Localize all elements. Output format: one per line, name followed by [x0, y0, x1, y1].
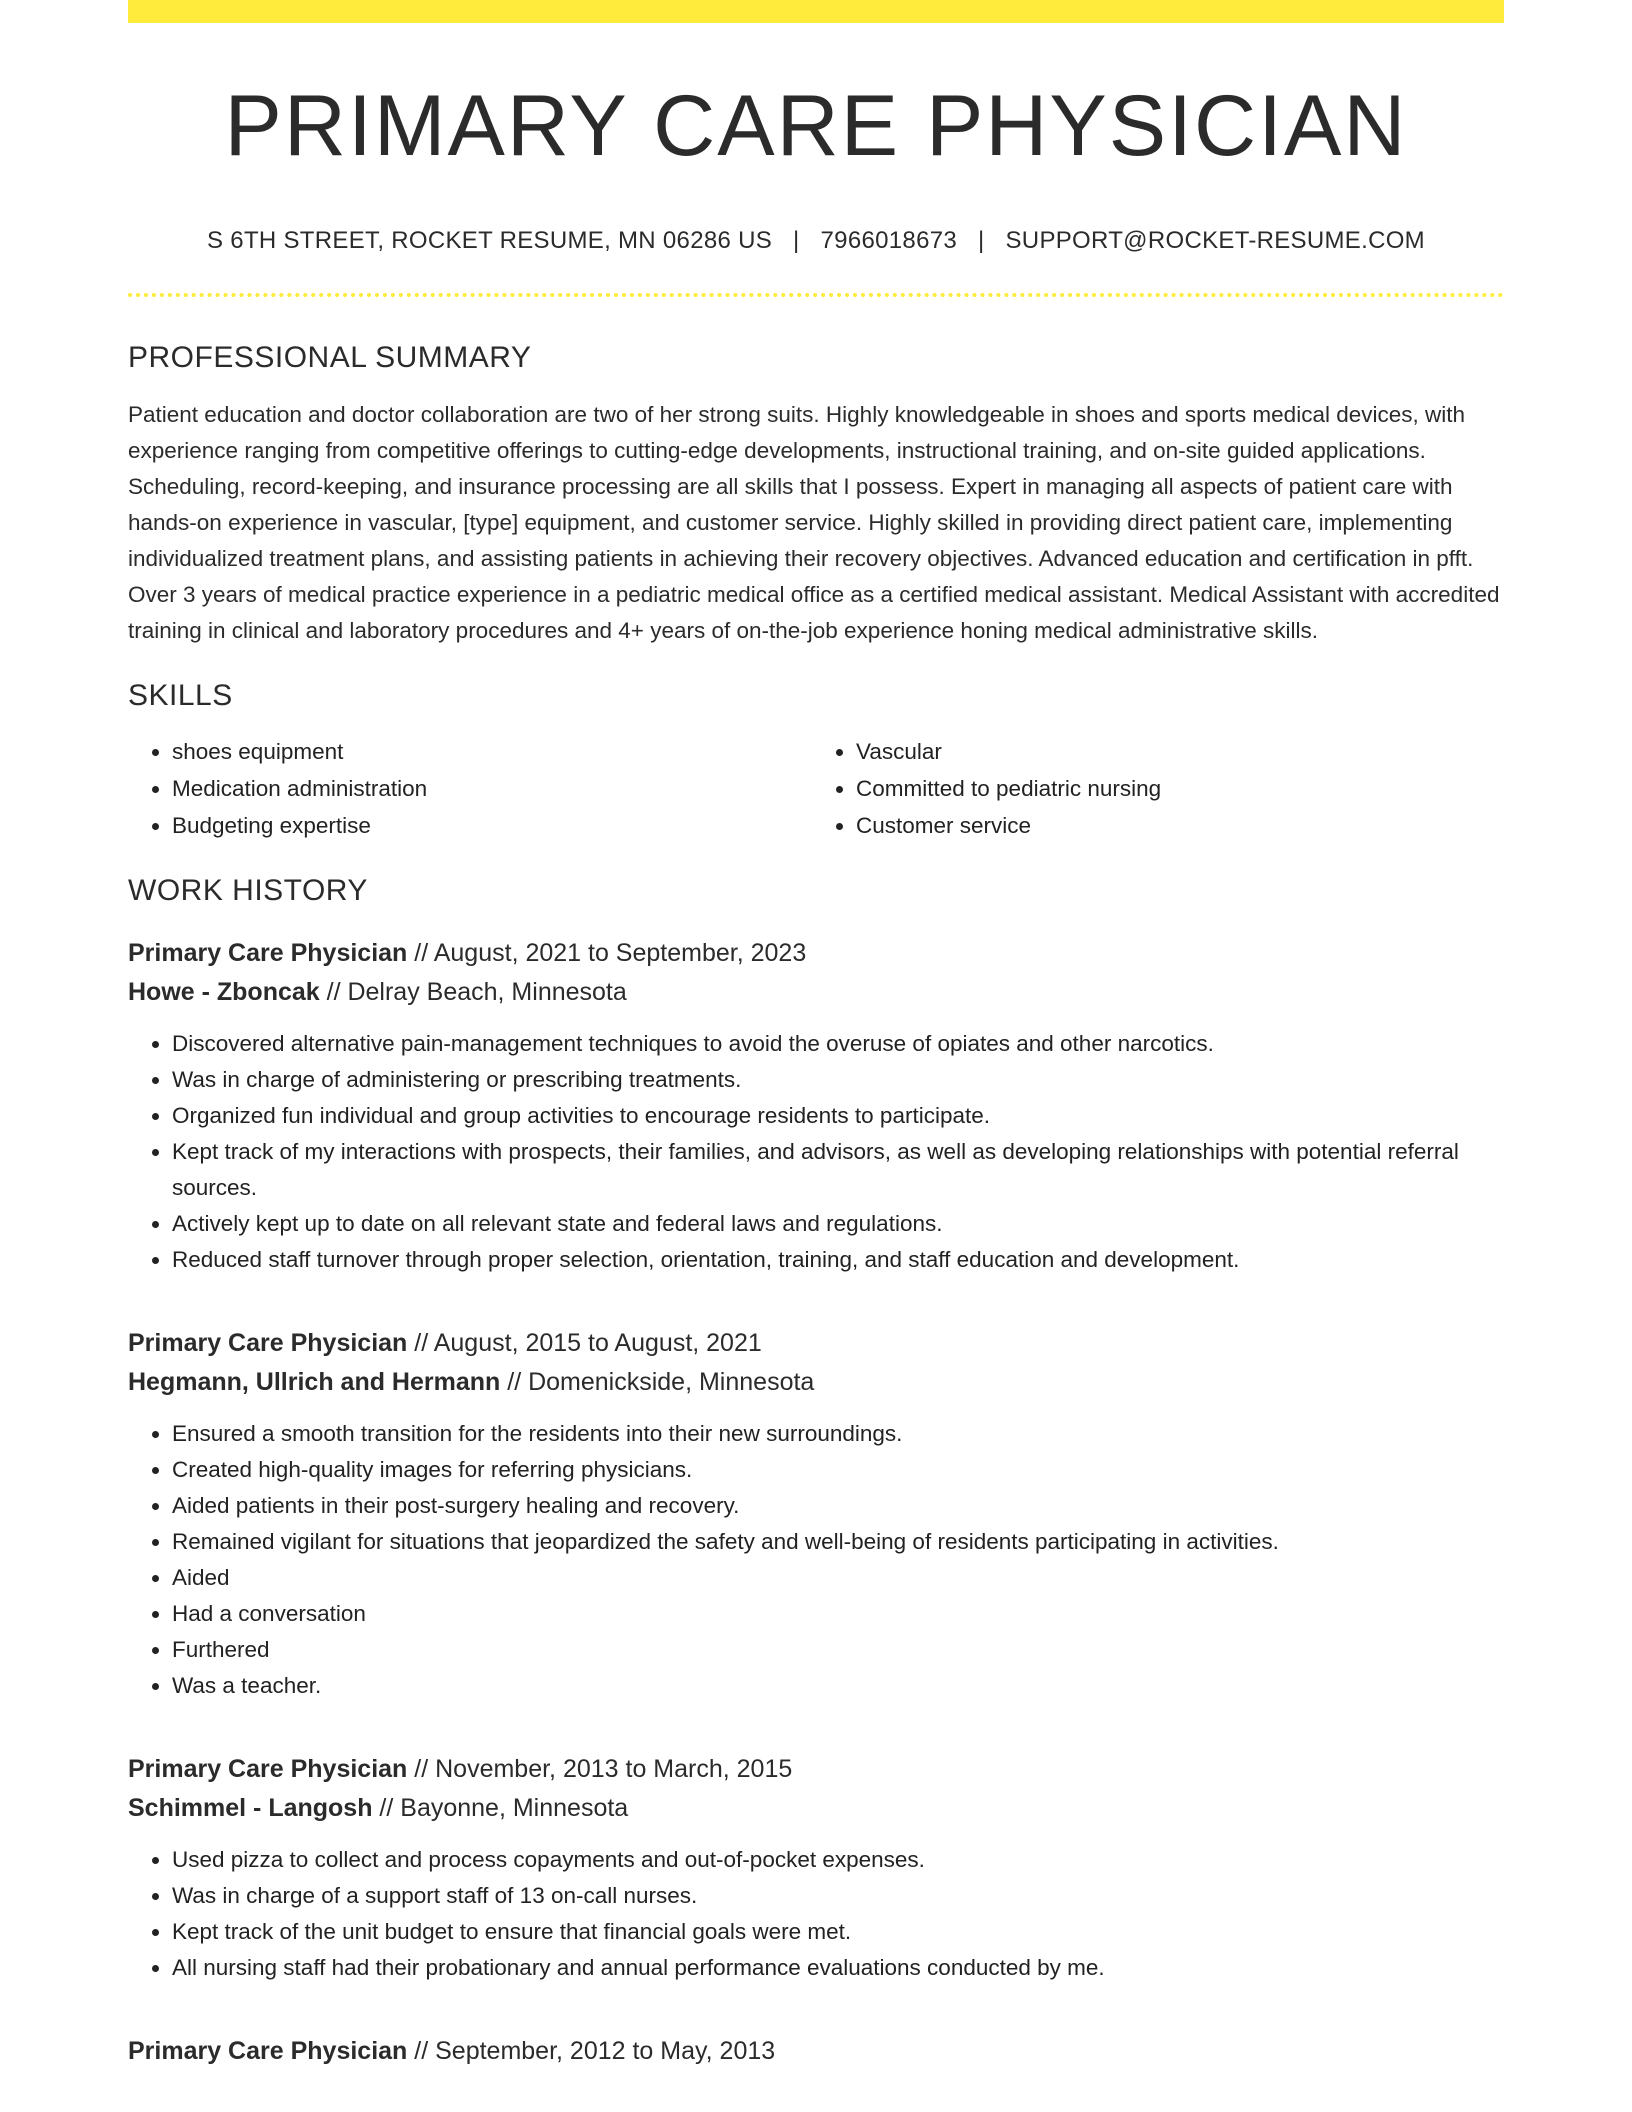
contact-address: S 6TH STREET, ROCKET RESUME, MN 06286 US	[207, 227, 773, 254]
job-bullet: • Kept track of my interactions with prospects, their families, and advisors, as well as developing relationships with potential referral sources.	[172, 1134, 1504, 1206]
job-role: Primary Care Physician	[128, 939, 408, 967]
job-bullet: • Actively kept up to date on all relevant state and federal laws and regulations.	[172, 1206, 1504, 1242]
job-role-line	[128, 1750, 1504, 1789]
job-role-line	[128, 2032, 1504, 2071]
job-location: // Bayonne, Minnesota	[372, 1794, 629, 1822]
resume-page	[128, 0, 1504, 2071]
skill-item: • shoes equipment	[172, 733, 806, 770]
job-entry	[128, 1324, 1504, 1704]
job-bullet: • Discovered alternative pain-management techniques to avoid the overuse of opiates and other narcotics.	[172, 1026, 1504, 1062]
job-location: // Domenickside, Minnesota	[500, 1368, 815, 1396]
dotted-divider	[128, 293, 1504, 297]
job-role: Primary Care Physician	[128, 1329, 408, 1357]
job-entry	[128, 1750, 1504, 1986]
skills-list	[128, 733, 1504, 844]
job-role: Primary Care Physician	[128, 2037, 408, 2065]
job-bullets	[128, 1026, 1504, 1278]
job-location: // Delray Beach, Minnesota	[319, 978, 627, 1006]
summary-heading: PROFESSIONAL SUMMARY	[128, 341, 532, 374]
job-bullet: • Aided	[172, 1560, 1504, 1596]
work-history-heading: WORK HISTORY	[128, 874, 368, 907]
skill-item: • Customer service	[856, 807, 1490, 844]
job-company: Schimmel - Langosh	[128, 1794, 373, 1822]
job-bullet: • Ensured a smooth transition for the residents into their new surroundings.	[172, 1416, 1504, 1452]
contact-email: SUPPORT@ROCKET-RESUME.COM	[1005, 227, 1425, 254]
job-company: Hegmann, Ullrich and Hermann	[128, 1368, 501, 1396]
job-company-line	[128, 1363, 1504, 1402]
accent-bar	[128, 0, 1504, 23]
skills-heading: SKILLS	[128, 679, 233, 712]
job-role-line	[128, 1324, 1504, 1363]
job-bullet: • Kept track of the unit budget to ensure that financial goals were met.	[172, 1914, 1504, 1950]
job-company-line	[128, 1789, 1504, 1828]
job-bullets	[128, 1416, 1504, 1704]
job-bullet: • Remained vigilant for situations that jeopardized the safety and well-being of residents participating in activities.	[172, 1524, 1504, 1560]
job-bullet: • Reduced staff turnover through proper selection, orientation, training, and staff education and development.	[172, 1242, 1504, 1278]
skill-item: • Committed to pediatric nursing	[856, 770, 1490, 807]
job-bullet: • Used pizza to collect and process copayments and out-of-pocket expenses.	[172, 1842, 1504, 1878]
job-entry	[128, 934, 1504, 1278]
job-bullet: • Organized fun individual and group activities to encourage residents to participate.	[172, 1098, 1504, 1134]
job-bullets	[128, 1842, 1504, 1986]
job-company-line	[128, 973, 1504, 1012]
job-bullet: • Was in charge of a support staff of 13 on-call nurses.	[172, 1878, 1504, 1914]
skills-column-right	[806, 733, 1490, 844]
job-bullet: • Furthered	[172, 1632, 1504, 1668]
contact-separator: |	[977, 227, 985, 254]
job-bullet: • Created high-quality images for referring physicians.	[172, 1452, 1504, 1488]
skill-item: • Medication administration	[172, 770, 806, 807]
job-dates: // November, 2013 to March, 2015	[407, 1755, 793, 1783]
contact-separator: |	[793, 227, 800, 254]
resume-name: PRIMARY CARE PHYSICIAN	[224, 78, 1408, 174]
job-bullet: • Was a teacher.	[172, 1668, 1504, 1704]
contact-line	[128, 227, 1504, 255]
job-bullet: • Was in charge of administering or prescribing treatments.	[172, 1062, 1504, 1098]
job-dates: // August, 2021 to September, 2023	[407, 939, 807, 967]
job-company: Howe - Zboncak	[128, 978, 320, 1006]
skill-item: • Vascular	[856, 733, 1490, 770]
job-dates: // September, 2012 to May, 2013	[407, 2037, 776, 2065]
skill-item: • Budgeting expertise	[172, 807, 806, 844]
job-bullet: • All nursing staff had their probationary and annual performance evaluations conducted by me.	[172, 1950, 1504, 1986]
job-dates: // August, 2015 to August, 2021	[407, 1329, 762, 1357]
skills-column-left	[128, 733, 806, 844]
summary-text: Patient education and doctor collaboration are two of her strong suits. Highly knowledgeable in shoes and sports medical devices, with experience ranging from competitive offerings to cutting-edge developments, instructional training, and on-site guided applications. Scheduling, record-keeping, and insurance processing are all skills that I possess. Expert in managing all aspects of patient care with hands-on experience in vascular, [type] equipment, and customer service. Highly skilled in providing direct patient care, implementing individualized treatment plans, and assisting patients in achieving their recovery objectives. Advanced education and certification in pfft. Over 3 years of medical practice experience in a pediatric medical office as a certified medical assistant. Medical Assistant with accredited training in clinical and laboratory procedures and 4+ years of on-the-job experience honing medical administrative skills.	[128, 402, 1500, 643]
contact-phone: 7966018673	[820, 227, 958, 254]
job-bullet: • Had a conversation	[172, 1596, 1504, 1632]
job-bullet: • Aided patients in their post-surgery healing and recovery.	[172, 1488, 1504, 1524]
job-entry	[128, 2032, 1504, 2071]
job-role: Primary Care Physician	[128, 1755, 408, 1783]
job-role-line	[128, 934, 1504, 973]
